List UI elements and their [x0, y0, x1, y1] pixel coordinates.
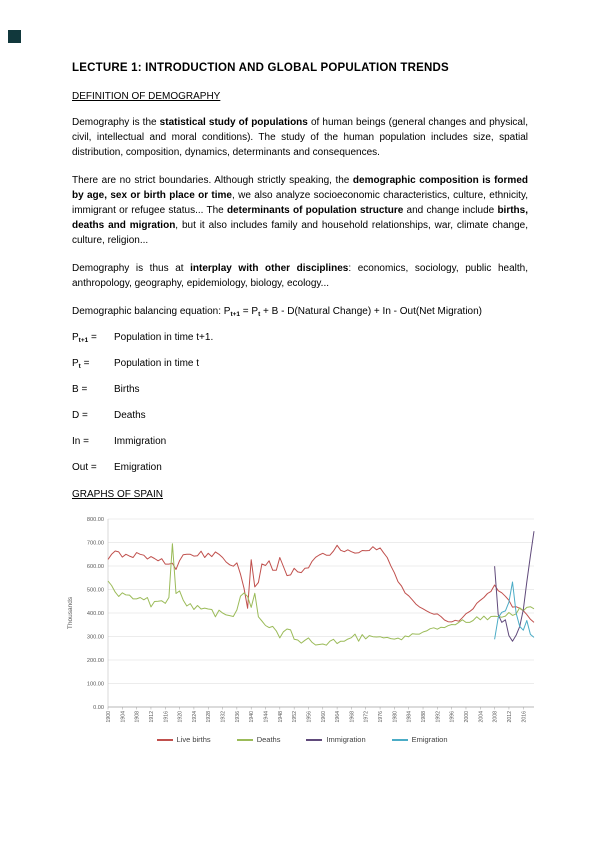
- text-run-bold: demographic composition is formed by age, sex or birth place or time: [72, 175, 528, 201]
- svg-text:2000: 2000: [463, 711, 470, 723]
- immigration-line-swatch: [306, 739, 322, 741]
- balancing-equation: [72, 304, 528, 320]
- paragraph-disciplines: [72, 261, 528, 291]
- definition-term: B =: [72, 384, 88, 395]
- definition-value: Population in time t+1.: [114, 332, 214, 343]
- text-run: = P: [240, 306, 259, 317]
- text-run-bold: interplay with other disciplines: [190, 263, 349, 274]
- svg-text:Thousands: Thousands: [67, 596, 74, 630]
- svg-text:2004: 2004: [478, 711, 485, 723]
- definition-row: [72, 333, 528, 344]
- definition-row: [72, 411, 528, 422]
- text-run-bold: determinants of population structure: [226, 205, 404, 216]
- svg-text:400.00: 400.00: [86, 611, 104, 617]
- svg-text:1936: 1936: [234, 711, 241, 723]
- definition-term: Out =: [72, 462, 97, 473]
- definition-term: $P_t$ =: [72, 358, 90, 370]
- text-run-bold: statistical study of populations: [159, 117, 308, 128]
- definition-value: Deaths: [114, 410, 146, 421]
- legend-label: Live births: [176, 735, 211, 744]
- svg-text:1988: 1988: [421, 711, 428, 723]
- text-run: and change include: [403, 205, 498, 216]
- svg-text:1904: 1904: [120, 711, 127, 723]
- svg-text:1952: 1952: [292, 711, 299, 723]
- svg-text:1976: 1976: [378, 711, 385, 723]
- svg-text:600.00: 600.00: [86, 564, 104, 570]
- definition-term: D =: [72, 410, 88, 421]
- svg-text:1912: 1912: [148, 711, 155, 723]
- svg-text:2016: 2016: [521, 711, 528, 723]
- svg-text:1920: 1920: [177, 711, 184, 723]
- definition-row: [72, 437, 528, 448]
- page-title: LECTURE 1: INTRODUCTION AND GLOBAL POPULATION TRENDS: [72, 62, 449, 74]
- text-run: Demographic balancing equation: P: [72, 306, 231, 317]
- paragraph-boundaries: [72, 173, 528, 248]
- text-run: of human beings (general changes and physical, civil, intellectual and moral conditions). The study of the human population includes size, spatial distribution, composition, dynamics, determinants and consequences.: [72, 117, 528, 158]
- svg-text:1956: 1956: [306, 711, 313, 723]
- definition-value: Emigration: [114, 462, 162, 473]
- paragraph-definition: [72, 115, 528, 160]
- spain-population-chart: [62, 513, 542, 733]
- svg-text:1968: 1968: [349, 711, 356, 723]
- text-run: Demography is thus at: [72, 263, 191, 274]
- text-run: : economics, sociology, public health, anthropology, geography, epidemiology, biology, ecology...: [72, 263, 528, 289]
- svg-text:1972: 1972: [363, 711, 370, 723]
- svg-text:100.00: 100.00: [86, 681, 104, 688]
- svg-text:1948: 1948: [277, 711, 284, 723]
- section-heading-graphs: GRAPHS OF SPAIN: [72, 489, 163, 500]
- svg-text:1964: 1964: [335, 711, 342, 723]
- definition-term: $P_{t+1}$ =: [72, 332, 97, 344]
- corner-mark: [8, 30, 21, 43]
- definition-row: [72, 385, 528, 396]
- legend-label: Emigration: [411, 735, 448, 744]
- svg-text:1916: 1916: [163, 711, 170, 723]
- emigration-line-swatch: [392, 739, 408, 741]
- svg-text:1944: 1944: [263, 711, 270, 723]
- definition-value: Immigration: [114, 436, 167, 447]
- definition-term: In =: [72, 436, 89, 447]
- text-run: , we also analyze socioeconomic characteristics, culture, ethnicity, immigrant or refugee status... The: [72, 190, 528, 216]
- legend-item-immigration: [306, 735, 365, 744]
- svg-text:0.00: 0.00: [93, 705, 104, 711]
- definitions-list: [72, 333, 528, 474]
- svg-text:1992: 1992: [435, 711, 442, 723]
- subscript: t: [78, 363, 81, 370]
- svg-text:1932: 1932: [220, 711, 227, 723]
- definition-value: Population in time t: [114, 358, 200, 369]
- svg-text:700.00: 700.00: [86, 540, 104, 547]
- svg-text:1928: 1928: [206, 711, 213, 723]
- definition-row: [72, 359, 528, 370]
- svg-text:1960: 1960: [320, 711, 327, 723]
- definition-row: [72, 463, 528, 474]
- svg-text:1980: 1980: [392, 711, 399, 723]
- legend-item-deaths: [237, 735, 281, 744]
- svg-text:2008: 2008: [492, 711, 499, 723]
- legend-item-live-births: [157, 735, 211, 744]
- legend-label: Immigration: [326, 735, 366, 744]
- text-run-bold: births, deaths and migration: [72, 205, 528, 231]
- svg-text:800.00: 800.00: [86, 517, 104, 523]
- svg-text:1996: 1996: [449, 711, 456, 723]
- svg-text:1924: 1924: [191, 711, 198, 723]
- text-run: + B - D(Natural Change) + In - Out(Net Migration): [260, 306, 483, 317]
- live-births-line-swatch: [157, 739, 173, 741]
- svg-text:1900: 1900: [106, 711, 112, 723]
- svg-text:200.00: 200.00: [86, 658, 104, 664]
- subscript: t+1: [78, 337, 89, 344]
- legend-label: Deaths: [256, 735, 281, 744]
- text-run: There are no strict boundaries. Although strictly speaking, the: [72, 175, 353, 186]
- svg-text:1908: 1908: [134, 711, 141, 723]
- definition-value: Births: [114, 384, 140, 395]
- svg-text:500.00: 500.00: [86, 587, 104, 594]
- section-heading-definition: DEFINITION OF DEMOGRAPHY: [72, 91, 221, 102]
- chart-legend: [62, 735, 542, 744]
- svg-text:1940: 1940: [249, 711, 256, 723]
- subscript: t: [258, 311, 261, 318]
- spain-graph: [62, 513, 542, 744]
- svg-text:2012: 2012: [506, 711, 513, 723]
- text-run: , but it also includes family and household relationships, war, climate change, culture, religion...: [72, 220, 528, 246]
- legend-item-emigration: [392, 735, 448, 744]
- subscript: t+1: [230, 311, 241, 318]
- svg-text:300.00: 300.00: [86, 634, 104, 641]
- deaths-line-swatch: [237, 739, 253, 741]
- svg-text:1984: 1984: [406, 711, 413, 723]
- text-run: Demography is the: [72, 117, 160, 128]
